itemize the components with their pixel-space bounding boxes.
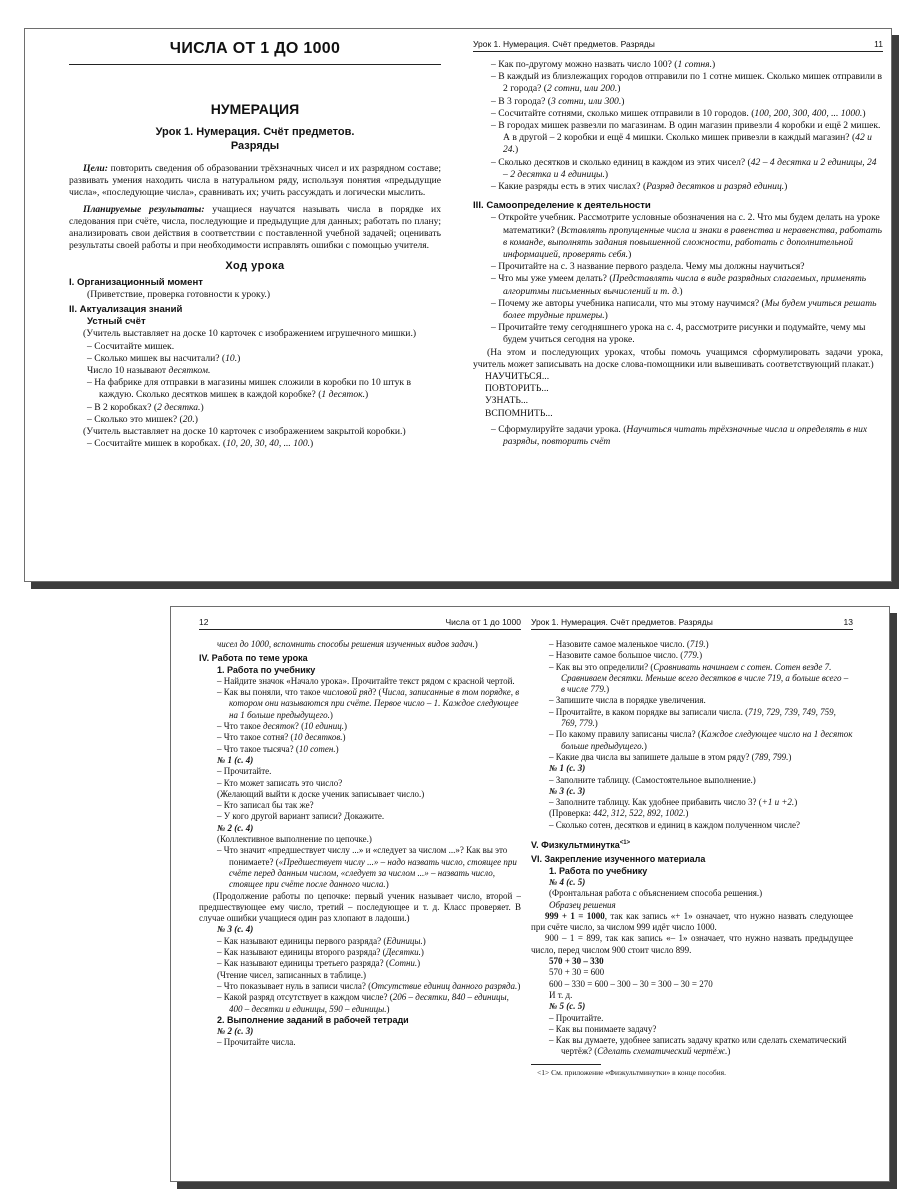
running-header-title: Урок 1. Нумерация. Счёт предметов. Разряды	[531, 617, 713, 627]
paragraph: (На этом и последующих уроках, чтобы помочь учащимся сформулировать задачи урока, учитель может записывать на доске слова-помощники или вывешивать соответствующий плакат.)	[473, 346, 883, 370]
results-text: учащиеся научатся называть числа в порядке их следования при счёте, числа, последующие и предыдущие для данных; работать по плану; анализировать свои действия в соответствии с поставленной учебной задачей; оценивать результаты своей работы и при необходимости исправлять ошибки с помощью учителя.	[69, 203, 441, 252]
section-2-title: II. Актуализация знаний	[69, 304, 183, 316]
dialog-line: – Какой разряд отсутствует в каждом числе? (206 – десятки, 840 – единицы, 400 – десятки и единицы, 590 – единицы.)	[217, 992, 509, 1014]
dialog-line: – Сосчитайте мишек.	[87, 340, 175, 352]
dialog-line: – На фабрике для отправки в магазины мишек сложили в коробки по 10 штук в каждую. Сколько десятков мишек в каждой коробке? (1 десяток.)	[87, 377, 412, 401]
goals-label: Цели:	[83, 163, 108, 174]
exercise-number: № 5 (с. 5)	[549, 1001, 586, 1012]
dialog-line: – Как называют единицы третьего разряда? (Сотни.)	[217, 958, 421, 969]
dialog-line: – У кого другой вариант записи? Докажите.	[217, 811, 385, 822]
dialog-line: – В 3 города? (3 сотни, или 300.)	[491, 95, 625, 107]
running-header	[473, 39, 883, 52]
section-4-title: IV. Работа по теме урока	[199, 653, 308, 664]
dialog-line: – Как вы поняли, что такое числовой ряд? (Числа, записанные в том порядке, в котором они называются при счёте. Первое число – 1. Каждое следующее на 1 больше предыдущего.)	[217, 687, 520, 720]
dialog-line: – Назовите самое большое число. (779.)	[549, 650, 703, 661]
course-title: Ход урока	[225, 260, 285, 273]
section-2-subtitle: Устный счёт	[87, 316, 146, 328]
dialog-line: – Сосчитайте сотнями, сколько мишек отправили в 10 городов. (100, 200, 300, 400, ... 1000.)	[491, 107, 866, 119]
dialog-line: – Кто записал бы так же?	[217, 800, 314, 811]
page-11	[473, 29, 883, 581]
dialog-line: – Сколько мишек вы насчитали? (10.)	[87, 352, 241, 364]
running-header-title: Урок 1. Нумерация. Счёт предметов. Разряды	[473, 39, 655, 49]
page-11-text	[473, 59, 883, 448]
goals-paragraph	[69, 163, 441, 200]
dialog-line: – Прочитайте, в каком порядке вы записали числа. (719, 729, 739, 749, 759, 769, 779.)	[549, 706, 836, 729]
page-10-text	[69, 163, 441, 450]
helper-word: НАУЧИТЬСЯ...	[485, 371, 550, 383]
footnote: <1> См. приложение «Физкультминутки» в конце пособия.	[537, 1067, 727, 1077]
page-number: 13	[843, 617, 853, 627]
dialog-line: – Сколько это мишек? (20.)	[87, 413, 198, 425]
dialog-line: – Что значит «предшествует числу ...» и «следует за числом ...»? Как вы это понимаете? («Предшествует числу ...» – надо назвать число, стоящее при счёте перед данным числом, «следует за числом ...» – назвать число, стоящее при счёте после данного числа.)	[217, 845, 517, 890]
dialog-line: – Почему же авторы учебника написали, что мы этому научимся? (Мы будем учиться решать более трудные примеры.)	[491, 297, 877, 322]
dialog-line: – Заполните таблицу. (Самостоятельное выполнение.)	[549, 774, 756, 785]
section-5-title: V. Физкультминутка$^{<1>}$	[531, 840, 631, 851]
dialog-line: – Как называют единицы первого разряда? (Единицы.)	[217, 935, 426, 946]
results-paragraph	[69, 204, 441, 253]
exercise-number: № 2 (с. 3)	[217, 1026, 254, 1037]
dialog-line: – Сосчитайте мишек в коробках. (10, 20, 30, 40, ... 100.)	[87, 438, 314, 450]
dialog-line: – Как по-другому можно назвать число 100? (1 сотня.)	[491, 59, 716, 70]
goals-text: повторить сведения об образовании трёхзначных чисел и их разрядном составе; развивать умения находить числа в натуральном ряду, используя понятия «предыдущие числа», «последующие числа», сравнивать их; учить рассуждать и логически мыслить.	[69, 163, 441, 199]
page-number: 12	[199, 617, 209, 627]
bottom-spread	[170, 606, 890, 1182]
example-1: 999 + 1 = 1000, так как запись «+ 1» означает, что нужно назвать следующее при счёте число, за числом 999 идёт число 1000.	[531, 910, 853, 933]
dialog-line: – Прочитайте.	[217, 766, 272, 777]
dialog-line: – Как вы думаете, удобнее записать задачу кратко или сделать схематический чертёж? (Сделать схематический чертёж.)	[549, 1035, 847, 1057]
dialog-line: – Что такое тысяча? (10 сотен.)	[217, 743, 339, 754]
section-3-title: III. Самоопределение к деятельности	[473, 200, 651, 212]
dialog-line: – Как вы понимаете задачу?	[549, 1023, 657, 1034]
dialog-line: – Прочитайте тему сегодняшнего урока на с. 4, рассмотрите рисунки и подумайте, чему мы будем учиться сегодня на уроке.	[491, 322, 866, 346]
dialog-line: – Сформулируйте задачи урока. (Научиться читать трёхзначные числа и определять в них разряды, повторить счёт	[491, 423, 868, 448]
paragraph: (Учитель выставляет на доске 10 карточек с изображением закрытой коробки.)	[83, 426, 406, 438]
example-line: 570 + 30 = 600	[549, 967, 605, 978]
dialog-line: – Что такое десяток? (10 единиц.)	[217, 721, 347, 732]
page-13	[531, 607, 853, 1181]
chapter-title: ЧИСЛА ОТ 1 ДО 1000	[69, 40, 441, 65]
lesson-title-line2: Разряды	[230, 140, 280, 152]
example-line: 600 – 330 = 600 – 300 – 30 = 300 – 30 = 270	[549, 978, 713, 989]
footnote-marker: <1>	[619, 840, 631, 847]
dialog-line: – Заполните таблицу. Как удобнее прибавить число 3? (+1 и +2.)	[549, 797, 798, 808]
exercise-number: № 2 (с. 4)	[217, 822, 254, 833]
page-number: 11	[874, 39, 883, 49]
dialog-line: – Прочитайте на с. 3 название первого раздела. Чему мы должны научиться?	[491, 261, 805, 273]
dialog-line: – Прочитайте.	[549, 1012, 604, 1023]
paragraph: (Учитель выставляет на доске 10 карточек с изображением игрушечного мишки.)	[83, 328, 417, 340]
paragraph: (Проверка: 442, 312, 522, 892, 1002.)	[549, 808, 689, 819]
dialog-line: – По какому правилу записаны числа? (Каждое следующее число на 1 десяток больше предыдущего.)	[549, 729, 853, 751]
dialog-line: – Кто может записать это число?	[217, 777, 343, 788]
dialog-line: – Сколько десятков и сколько единиц в каждом из этих чисел? (42 – 4 десятка и 2 единицы, 24 – 2 десятка и 4 единицы.)	[491, 156, 877, 180]
helper-word: УЗНАТЬ...	[485, 395, 529, 407]
dialog-line: – Какие два числа вы запишете дальше в этом ряду? (789, 799.)	[549, 751, 792, 762]
dialog-line: – Запишите числа в порядке увеличения.	[549, 695, 706, 706]
running-header	[199, 617, 521, 630]
dialog-line: – В 2 коробках? (2 десятка.)	[87, 401, 204, 413]
dialog-line: – В городах мишек развезли по магазинам. В один магазин привезли 4 коробки и ещё 2 мишек. А в другой – 2 коробки и ещё 4 мишки. Сколько мишек привезли в каждый магазин? (42 и 24.)	[491, 120, 881, 156]
section-4-subtitle: 1. Работа по учебнику	[217, 664, 316, 675]
section-6-subtitle: 1. Работа по учебнику	[549, 865, 648, 876]
dialog-line: – Прочитайте числа.	[217, 1037, 296, 1048]
dialog-line: – Как называют единицы второго разряда? (Десятки.)	[217, 947, 424, 958]
exercise-number: № 4 (с. 5)	[549, 876, 586, 887]
results-label: Планируемые результаты:	[83, 203, 205, 215]
footnote-divider	[531, 1064, 601, 1065]
page-10	[69, 29, 441, 581]
lesson-title	[69, 125, 441, 153]
exercise-number: № 3 (с. 3)	[549, 785, 586, 796]
page-12	[199, 607, 521, 1181]
dialog-line: – Что мы уже умеем делать? (Представлять числа в виде разрядных слагаемых, применять алгоритмы письменных вычислений и т. д.)	[491, 273, 867, 297]
paragraph: (Желающий выйти к доске ученик записывает число.)	[217, 788, 425, 799]
helper-word: ВСПОМНИТЬ...	[485, 407, 553, 419]
dialog-line: – Назовите самое маленькое число. (719.)	[549, 639, 709, 649]
top-spread	[24, 28, 892, 582]
section-title: НУМЕРАЦИЯ	[210, 101, 300, 117]
dialog-line: – Какие разряды есть в этих числах? (Разряд десятков и разряд единиц.)	[491, 181, 788, 193]
paragraph: (Коллективное выполнение по цепочке.)	[217, 834, 372, 845]
section-1-text: (Приветствие, проверка готовности к уроку.)	[87, 288, 271, 300]
dialog-line: – Что такое сотня? (10 десятков.)	[217, 732, 346, 743]
exercise-number: № 1 (с. 3)	[549, 763, 586, 774]
helper-word: ПОВТОРИТЬ...	[485, 383, 549, 395]
sample-title: Образец решения	[549, 899, 616, 910]
dialog-line: – Сколько сотен, десятков и единиц в каждом полученном числе?	[549, 819, 800, 830]
running-header	[531, 617, 853, 630]
lesson-title-line1: Урок 1. Нумерация. Счёт предметов.	[155, 126, 355, 138]
section-6-title: VI. Закрепление изученного материала	[531, 854, 706, 865]
dialog-line: – Как вы это определили? (Сравнивать начинаем с сотен. Сотен везде 7. Сравниваем десятки. Меньше всего десятков в числе 719, а больше всего – в числе 779.)	[549, 661, 849, 695]
example-3: 570 + 30 – 330	[549, 956, 604, 967]
continued-text: чисел до 1000, вспомнить способы решения изученных видов задач.)	[217, 639, 478, 649]
dialog-line: – Что показывает нуль в записи числа? (Отсутствие единиц данного разряда.)	[217, 980, 521, 991]
paragraph: (Чтение чисел, записанных в таблице.)	[217, 969, 366, 980]
dialog-line: – Откройте учебник. Рассмотрите условные обозначения на с. 2. Что мы будем делать на уроке математики? (Вставлять пропущенные числа и знаки в равенства и неравенства, работать в команде, выполнять задания повышенной сложности, работать с дополнительной информацией, проверять себя.)	[491, 212, 883, 261]
exercise-number: № 1 (с. 4)	[217, 754, 254, 765]
dialog-line: – В каждый из близлежащих городов отправили по 1 сотне мишек. Сколько мишек отправили в 2 города? (2 сотни, или 200.)	[491, 71, 883, 95]
paragraph: (Фронтальная работа с объяснением способа решения.)	[549, 888, 763, 899]
page-13-text	[531, 639, 853, 1078]
paragraph: (Продолжение работы по цепочке: первый ученик называет число, второй – предшествующее ему число, третий – последующее и т. д. Класс проверяет. В случае ошибки учащиеся один раз хлопают в ладоши.)	[199, 890, 521, 924]
running-header-title: Числа от 1 до 1000	[445, 617, 521, 627]
paragraph: Число 10 называют десятком.	[87, 365, 211, 377]
section-1-title: I. Организационный момент	[69, 276, 203, 288]
example-2: 900 – 1 = 899, так как запись «– 1» означает, что нужно назвать предыдущее число, перед числом 900 стоит число 899.	[531, 933, 853, 955]
page-12-text	[199, 639, 521, 1049]
example-line: И т. д.	[549, 989, 573, 1000]
exercise-number: № 3 (с. 4)	[217, 924, 254, 935]
dialog-line: – Найдите значок «Начало урока». Прочитайте текст рядом с красной чертой.	[217, 675, 515, 686]
section-4-subtitle-2: 2. Выполнение заданий в рабочей тетради	[217, 1014, 409, 1025]
